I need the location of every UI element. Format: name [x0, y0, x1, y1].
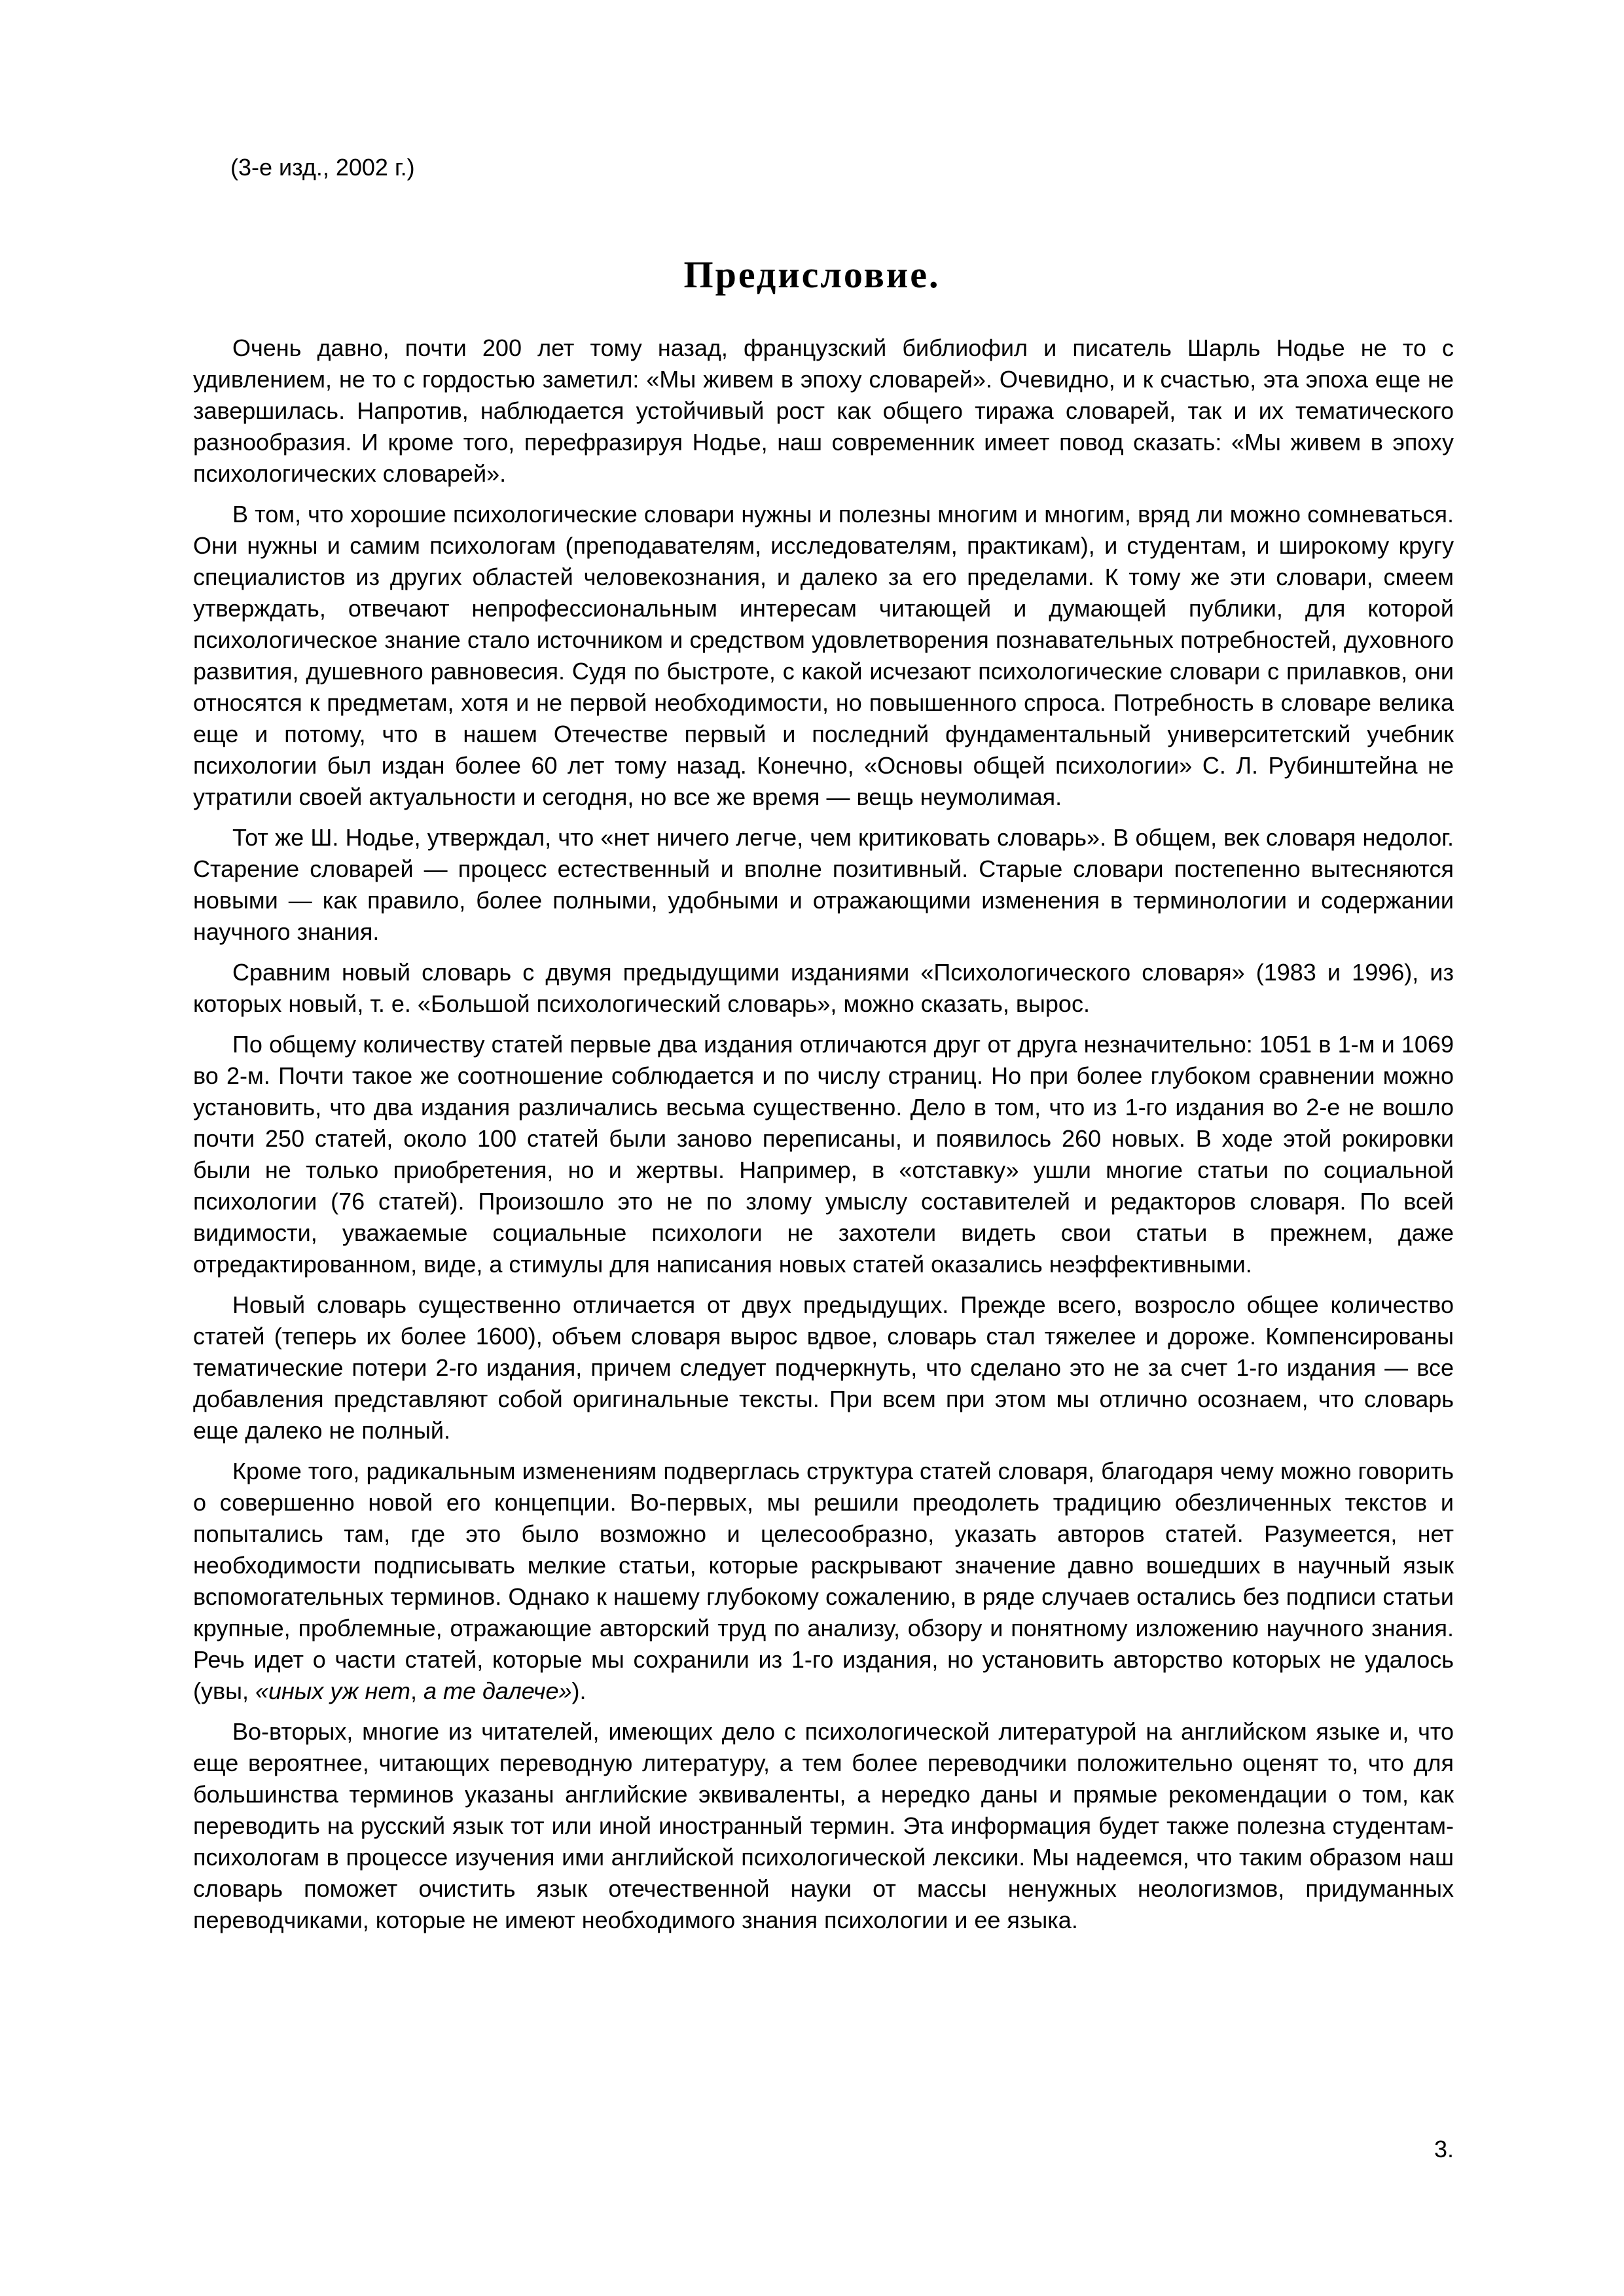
- paragraph: В том, что хорошие психологические словари нужны и полезны многим и многим, вряд ли можно сомневаться. Они нужны и самим психологам (преподавателям, исследователям, практикам), и студентам, и широкому кругу специалистов из других областей человекознания, и далеко за его пределами. К тому же эти словари, смеем утверждать, отвечают непрофессиональным интересам читающей и думающей публики, для которой психологическое знание стало источником и средством удовлетворения познавательных потребностей, духовного развития, душевного равновесия. Судя по быстроте, с какой исчезают психологические словари с прилавков, они относятся к предметам, хотя и не первой необходимости, но повышенного спроса. Потребность в словаре велика еще и потому, что в нашем Отечестве первый и последний фундаментальный университетский учебник психологии был издан более 60 лет тому назад. Конечно, «Основы общей психологии» С. Л. Рубинштейна не утратили своей актуальности и сегодня, но все же время — вещь неумолимая.: [193, 501, 1454, 810]
- paragraph-text: Кроме того, радикальным изменениям подверглась структура статей словаря, благодаря чему можно говорить о совершенно новой его концепции. Во-первых, мы решили преодолеть традицию обезличенных текстов и попытались там, где это было возможно и целесообразно, указать авторов статей. Разумеется, нет необходимости подписывать мелкие статьи, которые раскрывают значение давно вошедших в научный язык вспомогательных терминов. Однако к нашему глубокому сожалению, в ряде случаев остались без подписи статьи крупные, проблемные, отражающие авторский труд по анализу, обзору и понятному изложению научного знания. Речь идет о части статей, которые мы сохранили из 1-го издания, но установить авторство которых не удалось (увы,: [193, 1458, 1454, 1704]
- paragraph: Сравним новый словарь с двумя предыдущими изданиями «Психологического словаря» (1983 и 1996), из которых новый, т. е. «Большой психологический словарь», можно сказать, вырос.: [193, 959, 1454, 1017]
- paragraph: Во-вторых, многие из читателей, имеющих дело с психологической литературой на английском языке и, что еще вероятнее, читающих переводную литературу, а тем более переводчики положительно оценят то, что для большинства терминов указаны английские эквиваленты, а нередко даны и прямые рекомендации о том, как переводить на русский язык тот или иной иностранный термин. Эта информация будет также полезна студентам-психологам в процессе изучения ими английской психологической лексики. Мы надеемся, что таким образом наш словарь поможет очистить язык отечественной науки от массы ненужных неологизмов, придуманных переводчиками, которые не имеют необходимого знания психологии и ее языка.: [193, 1718, 1454, 1933]
- page-number: 3.: [1434, 2136, 1454, 2162]
- paragraph: Новый словарь существенно отличается от двух предыдущих. Прежде всего, возросло общее количество статей (теперь их более 1600), объем словаря вырос вдвое, словарь стал тяжелее и дороже. Компенсированы тематические потери 2-го издания, причем следует подчеркнуть, что сделано это не за счет 1-го издания — все добавления представляют собой оригинальные тексты. При всем при этом мы отлично осознаем, что словарь еще далеко не полный.: [193, 1291, 1454, 1444]
- paragraph: Тот же Ш. Нодье, утверждал, что «нет ничего легче, чем критиковать словарь». В общем, век словаря недолог. Старение словарей — процесс естественный и вполне позитивный. Старые словари постепенно вытесняются новыми — как правило, более полными, удобными и отражающими изменения в терминологии и содержании научного знания.: [193, 824, 1454, 945]
- preface-body: [193, 332, 1454, 1945]
- paragraph: Очень давно, почти 200 лет тому назад, французский библиофил и писатель Шарль Нодье не то с удивлением, не то с гордостью заметил: «Мы живем в эпоху словарей». Очевидно, и к счастью, эта эпоха еще не завершилась. Напротив, наблюдается устойчивый рост как общего тиража словарей, так и их тематического разнообразия. И кроме того, перефразируя Нодье, наш современник имеет повод сказать: «Мы живем в эпоху психологических словарей».: [193, 334, 1454, 487]
- paragraph-text: ,: [410, 1677, 424, 1704]
- paragraph: По общему количеству статей первые два издания отличаются друг от друга незначительно: 1051 в 1-м и 1069 во 2-м. Почти такое же соотношение соблюдается и по числу страниц. Но при более глубоком сравнении можно установить, что два издания различались весьма существенно. Дело в том, что из 1-го издания во 2-е не вошло почти 250 статей, около 100 статей были заново переписаны, и появилось 260 новых. В ходе этой рокировки были не только приобретения, но и жертвы. Например, в «отставку» ушли многие статьи по социальной психологии (76 статей). Произошло это не по злому умыслу составителей и редакторов словаря. По всей видимости, уважаемые социальные психологи не захотели видеть свои статьи в прежнем, даже отредактированном, виде, а стимулы для написания новых статей оказались неэффективными.: [193, 1031, 1454, 1278]
- italic-quote: «иных уж нет: [255, 1677, 410, 1704]
- italic-quote: а те далече»: [423, 1677, 572, 1704]
- paragraph-text: ).: [571, 1677, 586, 1704]
- page-title: Предисловие.: [683, 253, 941, 296]
- edition-note: (3-е изд., 2002 г.): [230, 154, 415, 181]
- paragraph-authorship: [193, 1456, 1454, 1707]
